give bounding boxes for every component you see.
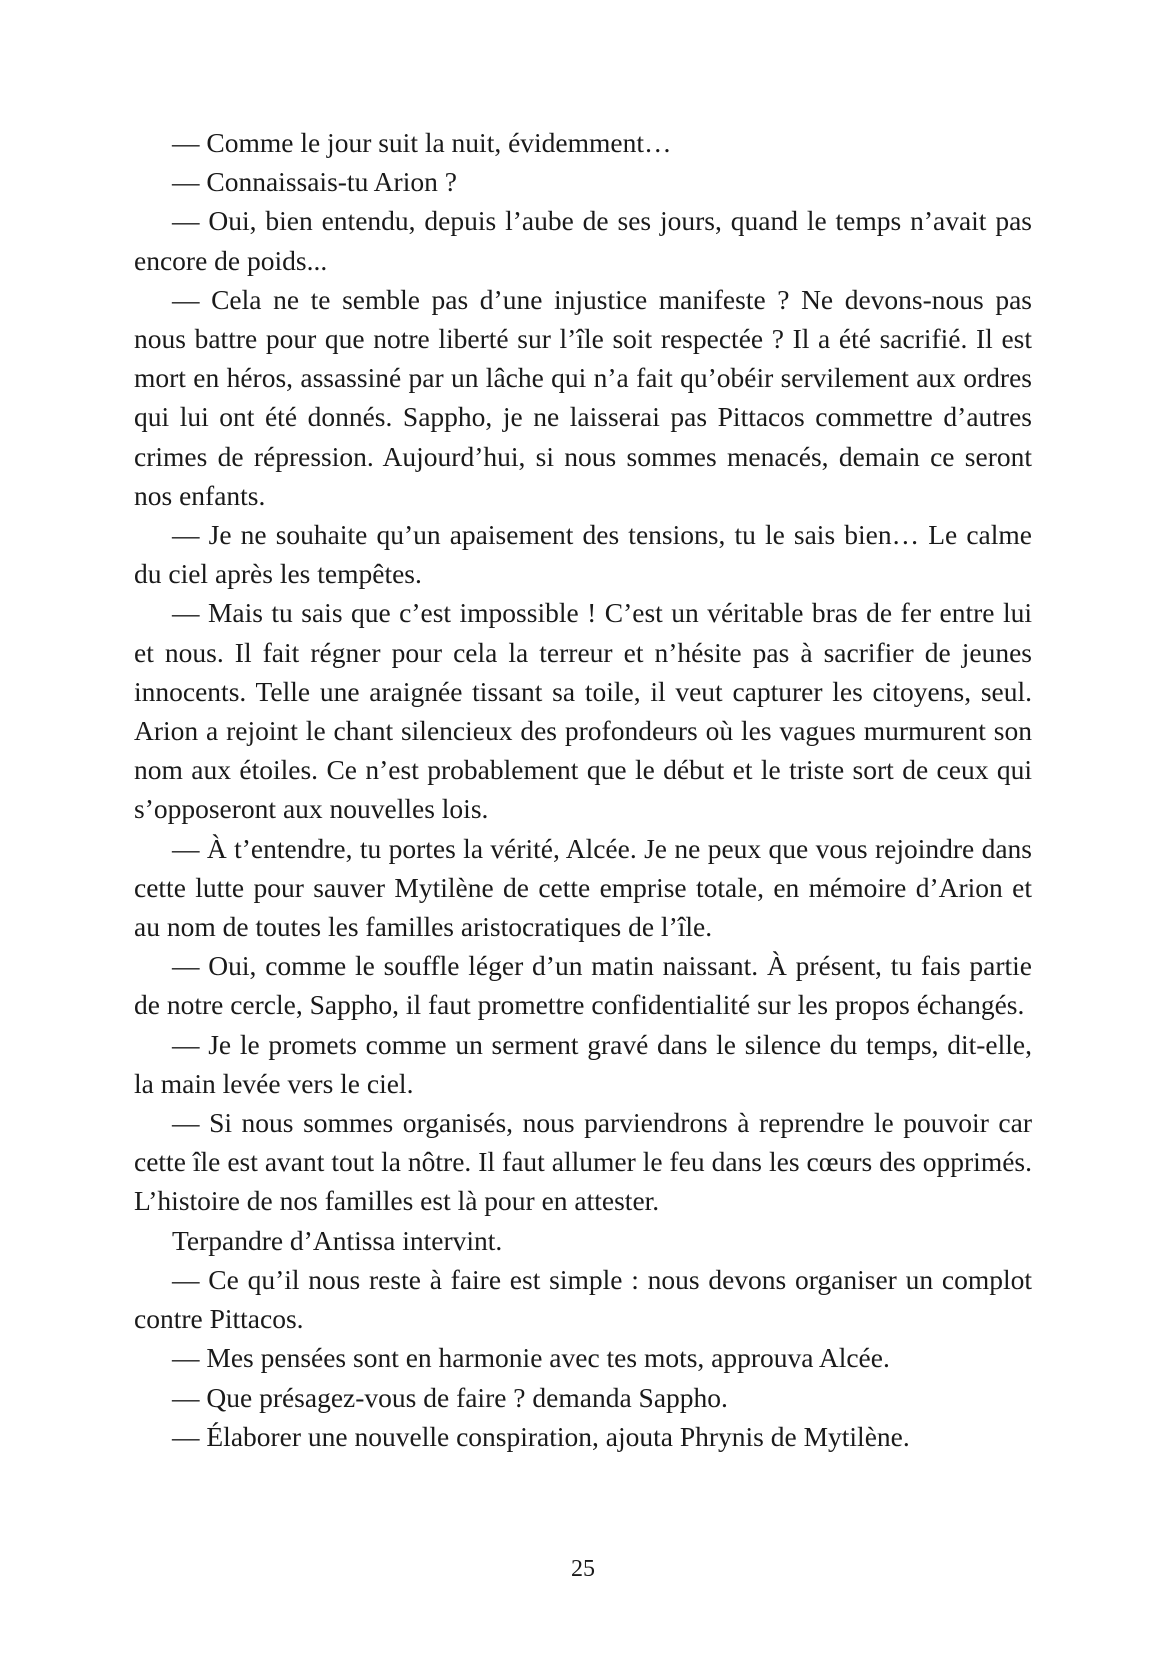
paragraph: — Élaborer une nouvelle conspiration, ajouta Phrynis de Mytilène. [172,1420,910,1452]
paragraph: — Je le promets comme un serment gravé dans le silence du temps, dit-elle, la main levée vers le ciel. [134,1028,1032,1099]
paragraph: — Oui, comme le souffle léger d’un matin naissant. À présent, tu fais partie de notre cercle, Sappho, il faut promettre confidentialité sur les propos échangés. [134,950,1032,1021]
paragraph: — Si nous sommes organisés, nous parviendrons à reprendre le pouvoir car cette île est avant tout la nôtre. Il faut allumer le feu dans les cœurs des opprimés. L’histoire de nos familles est là pour en attester. [134,1107,1032,1217]
paragraph: — Que présagez-vous de faire ? demanda Sappho. [172,1381,728,1413]
paragraph: — Connaissais-tu Arion ? [172,166,457,198]
paragraph: — Comme le jour suit la nuit, évidemment… [172,127,672,158]
paragraph: — Ce qu’il nous reste à faire est simple : nous devons organiser un complot contre Pittacos. [134,1263,1032,1335]
paragraph: — Je ne souhaite qu’un apaisement des tensions, tu le sais bien… Le calme du ciel après les tempêtes. [134,519,1032,590]
paragraph: — À t’entendre, tu portes la vérité, Alcée. Je ne peux que vous rejoindre dans cette lutte pour sauver Mytilène de cette emprise totale, en mémoire d’Arion et au nom de toutes les familles aristocratiques de l’île. [134,832,1032,943]
paragraph: — Mes pensées sont en harmonie avec tes mots, approuva Alcée. [172,1342,890,1374]
paragraph: — Oui, bien entendu, depuis l’aube de ses jours, quand le temps n’avait pas encore de poids... [134,205,1032,276]
page-number: 25 [571,1556,595,1582]
paragraph: — Cela ne te semble pas d’une injustice manifeste ? Ne devons-nous pas nous battre pour que notre liberté sur l’île soit respectée ? Il a été sacrifié. Il est mort en héros, assassiné par un lâche qui n’a fait qu’obéir servilement aux ordres qui lui ont été donnés. Sappho, je ne laisserai pas Pittacos commettre d’autres crimes de répression. Aujourd’hui, si nous sommes menacés, demain ce seront nos enfants. [134,283,1032,511]
paragraph: Terpandre d’Antissa intervint. [172,1224,503,1256]
paragraph: — Mais tu sais que c’est impossible ! C’est un véritable bras de fer entre lui et nous. Il fait régner pour cela la terreur et n’hésite pas à sacrifier de jeunes innocents. Telle une araignée tissant sa toile, il veut capturer les citoyens, seul. Arion a rejoint le chant silencieux des profondeurs où les vagues murmurent son nom aux étoiles. Ce n’est probablement que le début et le triste sort de ceux qui s’opposeront aux nouvelles lois. [134,597,1032,825]
body-text [134,123,1032,1456]
